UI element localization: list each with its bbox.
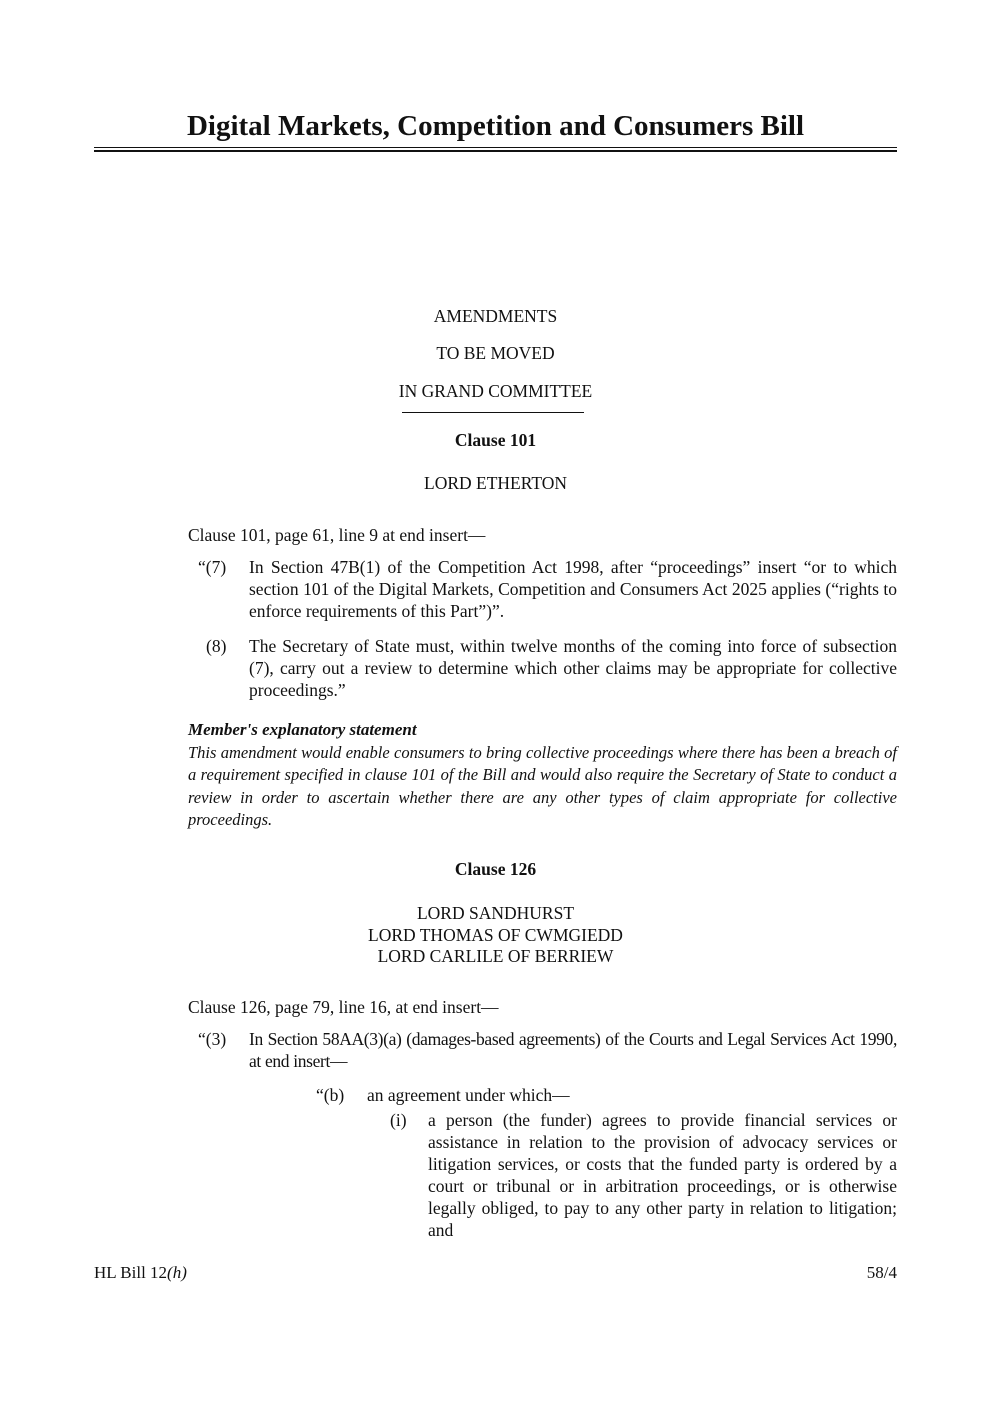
member-name: LORD SANDHURST bbox=[416, 903, 575, 923]
heading-divider bbox=[402, 412, 584, 413]
amendment-instruction: Clause 126, page 79, line 16, at end insert— bbox=[188, 997, 499, 1017]
item-number: (8) bbox=[206, 636, 227, 656]
subsubitem-text: a person (the funder) agrees to provide financial services or assistance in relation to the provision of advocacy services or litigation services, or costs that the funded party is ordered by a court or tribunal or in arbitration proceedings, or is otherwise legally obliged, to pay to any other party in relation to litigation; and bbox=[428, 1110, 897, 1240]
subitem-number: “(b) bbox=[316, 1085, 345, 1105]
item-text: In Section 47B(1) of the Competition Act 1998, after “proceedings” insert “or to which section 101 of the Digital Markets, Competition and Consumers Act 2025 applies (“rights to enforce requirements of this Part”)”. bbox=[249, 557, 897, 621]
subsubitem-number: (i) bbox=[390, 1110, 407, 1130]
bill-reference bbox=[94, 1262, 187, 1284]
bill-reference-prefix: HL Bill 12 bbox=[94, 1263, 168, 1282]
page-reference: 58/4 bbox=[866, 1263, 897, 1282]
clause-heading: Clause 101 bbox=[454, 430, 537, 450]
item-text: The Secretary of State must, within twelve months of the coming into force of subsection (7), carry out a review to determine which other claims may be appropriate for collective proceedings.” bbox=[249, 636, 897, 700]
member-name: LORD THOMAS OF CWMGIEDD bbox=[368, 925, 623, 945]
bill-reference-suffix: (h) bbox=[167, 1263, 187, 1282]
clause-heading: Clause 126 bbox=[454, 859, 537, 879]
heading-to-be-moved: TO BE MOVED bbox=[436, 343, 555, 363]
document-title: Digital Markets, Competition and Consumers Bill bbox=[186, 110, 805, 142]
member-name: LORD CARLILE OF BERRIEW bbox=[377, 946, 614, 966]
member-name: LORD ETHERTON bbox=[424, 473, 567, 493]
title-rule-thin bbox=[94, 147, 897, 148]
title-rule-thick bbox=[94, 150, 897, 152]
amendment-instruction: Clause 101, page 61, line 9 at end insert— bbox=[188, 525, 486, 545]
explanatory-statement-heading: Member's explanatory statement bbox=[188, 720, 417, 739]
subitem-text: an agreement under which— bbox=[367, 1085, 570, 1105]
item-number: “(7) bbox=[198, 557, 227, 577]
item-text: In Section 58AA(3)(a) (damages-based agreements) of the Courts and Legal Services Act 1990, at end insert— bbox=[249, 1029, 897, 1071]
heading-amendments: AMENDMENTS bbox=[433, 306, 558, 326]
explanatory-statement: This amendment would enable consumers to bring collective proceedings where there has been a breach of a requirement specified in clause 101 of the Bill and would also require the Secretary of State to conduct a review in order to ascertain whether there are any other types of claim appropriate for collective proceedings. bbox=[188, 743, 897, 830]
item-number: “(3) bbox=[198, 1029, 227, 1049]
heading-grand-committee: IN GRAND COMMITTEE bbox=[398, 381, 593, 401]
